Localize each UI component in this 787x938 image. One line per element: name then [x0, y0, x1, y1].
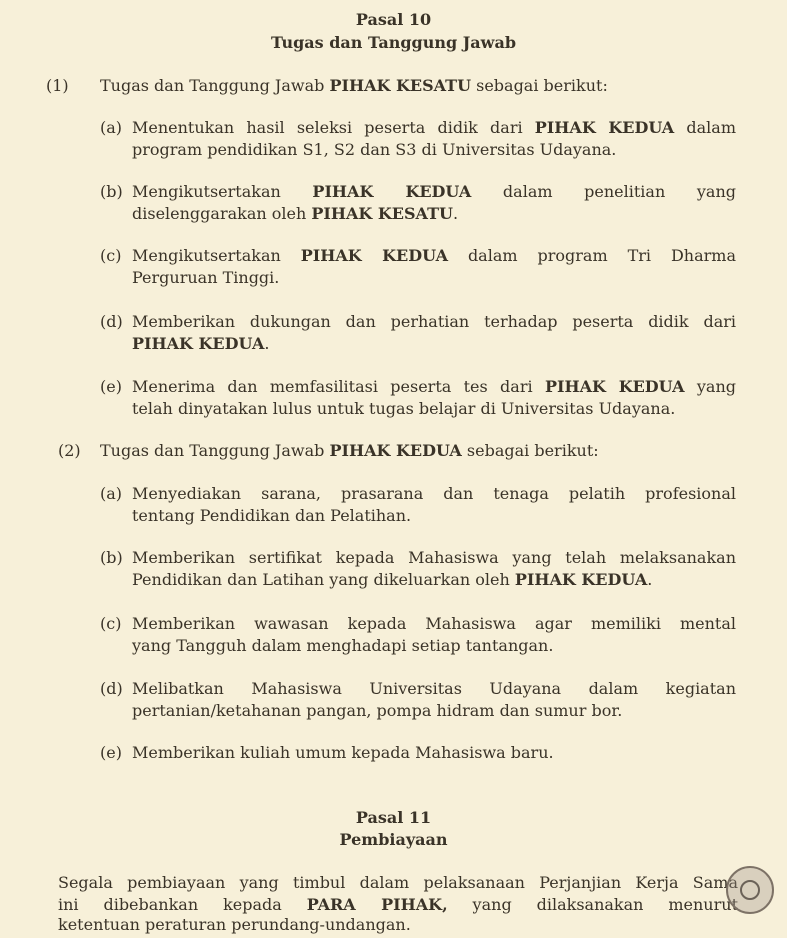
section-1-intro: Tugas dan Tanggung Jawab PIHAK KESATU sebagai berikut:: [100, 76, 608, 95]
pasal-11-line3: ketentuan peraturan perundang-undangan.: [58, 915, 411, 934]
item-1c-line2: Perguruan Tinggi.: [132, 268, 280, 287]
item-1c-label: (c): [100, 246, 122, 265]
item-2b-line1: Memberikan sertifikat kepada Mahasiswa yang telah melaksanakan: [132, 548, 736, 567]
item-1d-line1: Memberikan dukungan dan perhatian terhadap peserta didik dari: [132, 312, 736, 331]
item-1a-line2: program pendidikan S1, S2 dan S3 di Universitas Udayana.: [132, 140, 617, 159]
item-2d-line2: pertanian/ketahanan pangan, pompa hidram dan sumur bor.: [132, 701, 623, 720]
item-2a-label: (a): [100, 484, 123, 503]
item-1e-line2: telah dinyatakan lulus untuk tugas belajar di Universitas Udayana.: [132, 399, 676, 418]
pasal-11-subtitle: Pembiayaan: [339, 830, 448, 849]
item-2e-label: (e): [100, 743, 122, 762]
pasal-10-subtitle: Tugas dan Tanggung Jawab: [271, 33, 516, 52]
pasal-10-title: Pasal 10: [355, 10, 432, 29]
section-1-number: (1): [46, 76, 69, 95]
item-2e-line1: Memberikan kuliah umum kepada Mahasiswa baru.: [132, 743, 554, 762]
section-2-intro: Tugas dan Tanggung Jawab PIHAK KEDUA sebagai berikut:: [100, 441, 599, 460]
item-1b-label: (b): [100, 182, 123, 201]
item-2c-line1: Memberikan wawasan kepada Mahasiswa agar memiliki mental: [132, 614, 736, 633]
item-1c-line1: Mengikutsertakan PIHAK KEDUA dalam program Tri Dharma: [132, 246, 736, 265]
item-1e-label: (e): [100, 377, 122, 396]
item-2b-label: (b): [100, 548, 123, 567]
pasal-11-line1: Segala pembiayaan yang timbul dalam pelaksanaan Perjanjian Kerja Sama: [58, 873, 738, 892]
item-1b-line2: diselenggarakan oleh PIHAK KESATU.: [132, 204, 459, 223]
item-1a-label: (a): [100, 118, 123, 137]
item-2a-line2: tentang Pendidikan dan Pelatihan.: [132, 506, 412, 525]
item-2b-line2: Pendidikan dan Latihan yang dikeluarkan oleh PIHAK KEDUA.: [132, 570, 653, 589]
item-2d-line1: Melibatkan Mahasiswa Universitas Udayana dalam kegiatan: [132, 679, 736, 698]
pasal-11-title: Pasal 11: [355, 808, 432, 827]
section-2-number: (2): [58, 441, 81, 460]
item-1e-line1: Menerima dan memfasilitasi peserta tes dari PIHAK KEDUA yang: [132, 377, 737, 396]
item-1b-line1: Mengikutsertakan PIHAK KEDUA dalam penelitian yang: [132, 182, 736, 201]
item-1d-line2: PIHAK KEDUA.: [132, 334, 270, 353]
official-seal-stamp: [726, 866, 774, 914]
item-1a-line1: Menentukan hasil seleksi peserta didik dari PIHAK KEDUA dalam: [132, 118, 737, 137]
item-1d-label: (d): [100, 312, 123, 331]
item-2d-label: (d): [100, 679, 123, 698]
item-2c-label: (c): [100, 614, 122, 633]
item-2a-line1: Menyediakan sarana, prasarana dan tenaga pelatih profesional: [132, 484, 736, 503]
item-2c-line2: yang Tangguh dalam menghadapi setiap tantangan.: [132, 636, 554, 655]
pasal-11-line2: ini dibebankan kepada PARA PIHAK, yang dilaksanakan menurut: [58, 895, 738, 914]
